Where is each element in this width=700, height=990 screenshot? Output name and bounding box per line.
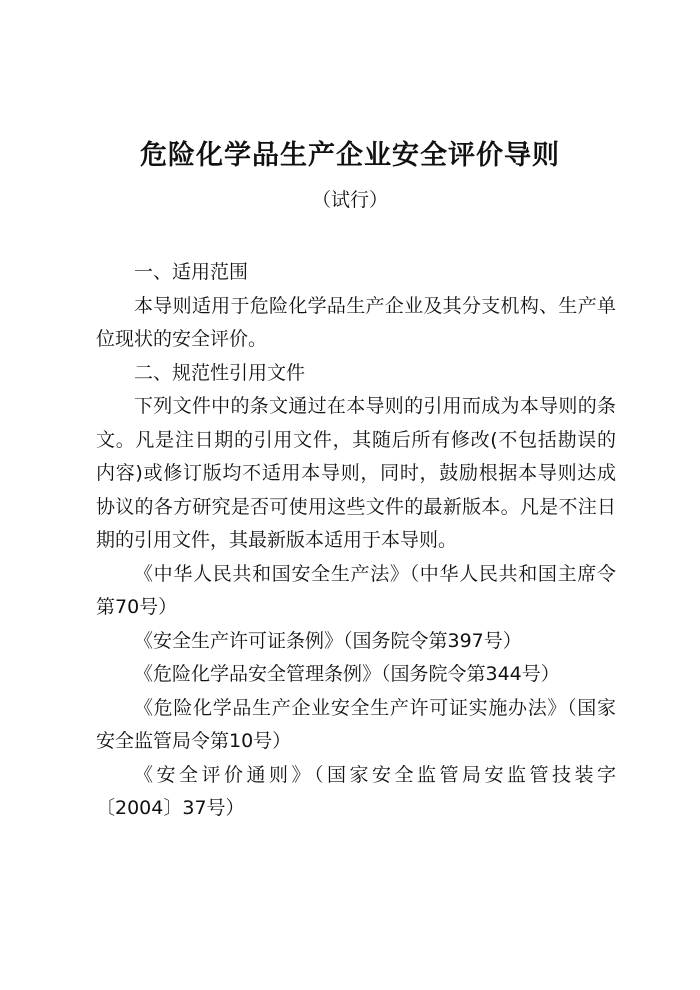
document-subtitle: （试行） bbox=[311, 189, 388, 211]
reference-item: 《安全生产许可证条例》（国务院令第397号） bbox=[134, 629, 522, 652]
reference-item: 《危险化学品生产企业安全生产许可证实施办法》（国家安全监管局令第10号） bbox=[96, 696, 616, 752]
reference-item: 《安全评价通则》（国家安全监管局安监管技装字〔2004〕37号） bbox=[96, 763, 616, 819]
section-heading-scope: 一、适用范围 bbox=[134, 261, 249, 283]
document-title: 危险化学品生产企业安全评价导则 bbox=[140, 140, 560, 171]
references-intro-paragraph: 下列文件中的条文通过在本导则的引用而成为本导则的条文。凡是注日期的引用文件，其随后所有修改(不包括勘误的内容)或修订版均不适用本导则，同时，鼓励根据本导则达成协议的各方研究是否可使用这些文件的最新版本。凡是不注日期的引用文件，其最新版本适用于本导则。 bbox=[96, 395, 616, 551]
scope-paragraph: 本导则适用于危险化学品生产企业及其分支机构、生产单位现状的安全评价。 bbox=[96, 294, 616, 350]
section-heading-references: 二、规范性引用文件 bbox=[134, 361, 306, 384]
document-body bbox=[96, 256, 616, 826]
reference-item: 《中华人民共和国安全生产法》（中华人民共和国主席令第70号） bbox=[96, 562, 616, 618]
reference-item: 《危险化学品安全管理条例》（国务院令第344号） bbox=[134, 663, 560, 685]
